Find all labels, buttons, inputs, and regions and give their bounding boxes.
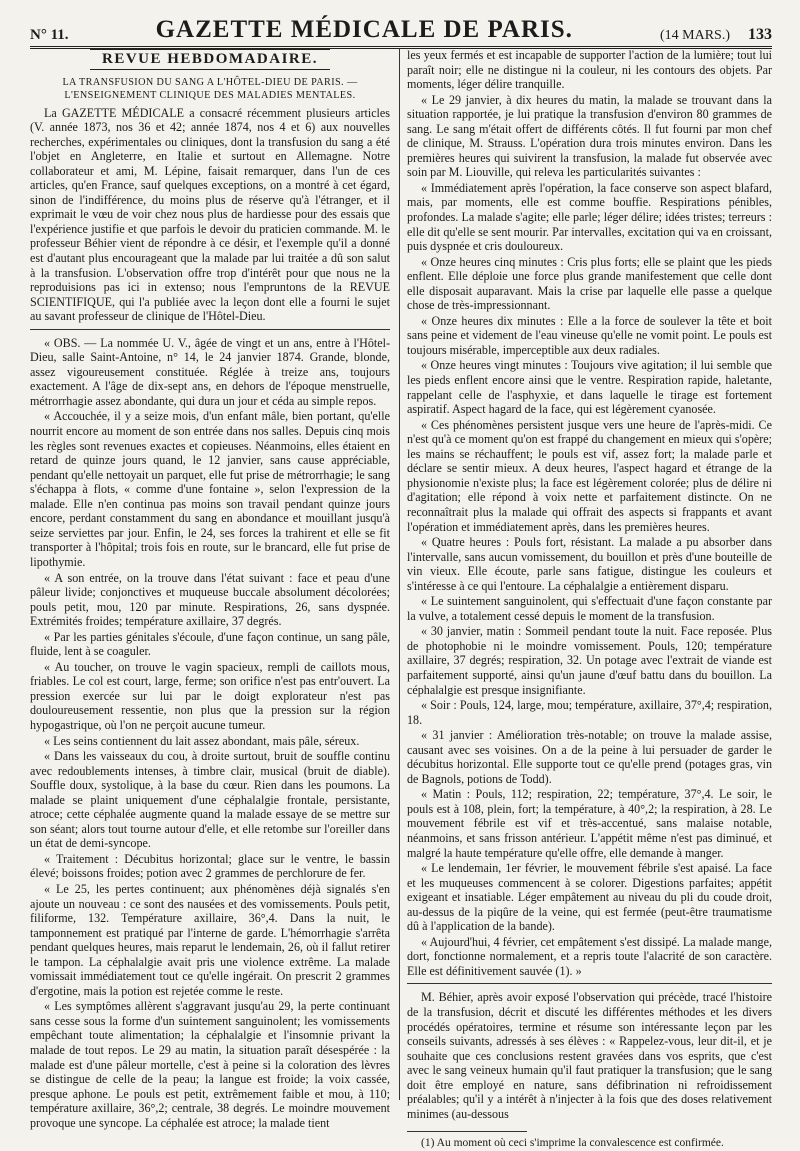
paragraph: « Les seins contiennent du lait assez abondant, mais pâle, séreux. [44, 733, 360, 748]
left-column [30, 48, 390, 1130]
paragraph: « Aujourd'hui, 4 février, cet empâtement s'est dissipé. La malade mange, dort, fonctionne normalement, et a repris toute l'alacrité de son caractère. Elle est définitivement sauvée (1). » [407, 934, 772, 978]
closing-paragraph: M. Béhier, après avoir exposé l'observation qui précède, tracé l'histoire de la transfusion, décrit et discuté les différentes méthodes et les divers procédés opératoires, termine et résume son intéressante leçon par les conseils suivants, adressés à ses élèves : « Rappelez-vous, leur dit-il, et je souhaite que ces conclusions restent gravées dans vos esprits, que c'est avec le sang veineux humain qu'il faut pratiquer la transfusion; que le sang doit être employé en nature, sans défibrination ni refroidissement préalables; qu'il y a intérêt à n'injecter à la fois que des doses relativement minimes (au-dessous [407, 990, 772, 1121]
section-title: REVUE HEBDOMADAIRE. [90, 48, 330, 70]
paragraph: « Immédiatement après l'opération, la face conserve son aspect blafard, mais, par moments, elle est comme bouffie. Respirations pénibles, profondes. La malade s'agite; elle parle; léger délire; idées tristes; terreurs : elle dit qu'elle se sent mourir. Par intervalles, excitation qui va en croissant, puis dyspnée et cris douloureux. [407, 180, 772, 254]
column-divider [399, 48, 400, 1100]
footnote: (1) Au moment où ceci s'imprime la convalescence est confirmée. [421, 1137, 724, 1150]
paragraph: « Onze heures cinq minutes : Cris plus forts; elle se plaint que les pieds enflent. Elle déploie une force plus grande manifestement que celle dont elle disposait auparavant. Mais la crise par laquelle elle passe a quelque chose de très-impressionnant. [407, 254, 772, 313]
page-number: 133 [748, 26, 772, 43]
paragraph: « Ces phénomènes persistent jusque vers une heure de l'après-midi. Ce n'est qu'à ce moment qu'on est frappé du changement en mieux qui s'opère; les mains se réchauffent; le pouls est vif, assez fort; la malade parle et déclare se sentir mieux. A deux heures, l'aspect hagard et étrange de la physionomie n'existe plus; la face est légèrement colorée; plus de délire ni d'agitation; elle répond à voix nette et parfaitement distincte. On ne reconnaîtrait plus la malade qui offrait des aspects si frappants et avant l'opération et immédiatement après, dans les premières heures. [407, 417, 772, 534]
paragraph: les yeux fermés et est incapable de supporter l'action de la lumière; tout lui paraît noir; elle ne distingue ni la couleur, ni les contours des objets. Par moments, léger délire tranquille. [407, 48, 772, 92]
separator-rule [30, 329, 390, 330]
paragraph: « Au toucher, on trouve le vagin spacieux, rempli de caillots mous, friables. Le col est court, large, ferme; son orifice n'est pas entr'ouvert. La pression exercée sur lui par le doigt explorateur n'est pas douloureusement ressentie, non plus que la pression sur la région hypogastrique, où l'on ne perçoit aucune tumeur. [30, 659, 390, 732]
paragraph: « Matin : Pouls, 112; respiration, 22; température, 37°,4. Le soir, le pouls est à 108, plein, fort; la température, à 40°,2; la respiration, à 28. Le mouvement fébrile est vif et très-accentué, sans malaise notable, néanmoins, et sans frisson antérieur. L'appétit même n'est pas diminué, et malgré la haute température qu'elle offre, elle demande à manger. [407, 787, 772, 860]
paragraph: « Accouchée, il y a seize mois, d'un enfant mâle, bien portant, qu'elle nourrit encore au moment de son entrée dans nos salles. Depuis cinq mois les règles sont revenues exactes et copieuses. Néanmoins, elles étaient en retard de quinze jours quand, le 12 janvier, sans cause appréciable, pendant qu'elle nettoyait un parquet, elle fut prise de métrorrhagie; le sang s'échappa à flots, « comme d'une fontaine », selon l'expression de la malade. Elle n'en continua pas moins son travail pendant quinze jours encore, perdant constamment du sang en abondance et mouillant jusqu'à seize serviettes par jour. Enfin, le 24, ses forces la trahirent et elle se fit transporter à l'hôpital; trois fois en route, sur le brancard, elle fut prise de lipothymie. [30, 409, 390, 569]
issue-number: N° 11. [30, 27, 69, 43]
paragraph: « Le lendemain, 1er février, le mouvement fébrile s'est apaisé. La face et les muqueuses commencent à se colorer. Digestions parfaites; appétit exigeant et insatiable. Léger empâtement au niveau du pli du coude droit, au-dessus de la piqûre de la veine, qui est fermée (peut-être traumatisme dû à l'application de la bande). [407, 861, 772, 934]
paragraph: « Quatre heures : Pouls fort, résistant. La malade a pu absorber dans l'intervalle, sans aucun vomissement, du bouillon et près d'une bouteille de vin vieux. Elle écoute, parle sans fatigue, distingue les couleurs et s'intéresse à ce qui l'entoure. La céphalalgie a entièrement disparu. [407, 535, 772, 593]
paragraph: « Dans les vaisseaux du cou, à droite surtout, bruit de souffle continu avec redoublements intenses, à timbre clair, musical (bruit de diable). Souffle doux, systolique, à la base du cœur. Rien dans les poumons. La malade se plaint uniquement d'une céphalalgie frontale, persistante, atroce; cette céphalée augmente quand la malade essaye de se mettre sur son séant; alors tout tourne autour d'elle, et elle retombe sur l'oreiller dans un état de demi-syncope. [30, 749, 390, 851]
paragraph: La GAZETTE MÉDICALE a consacré récemment plusieurs articles (V. année 1873, nos 36 et 42; année 1874, nos 4 et 6) aux nouvelles recherches, expérimentales ou cliniques, dont la transfusion du sang a été l'objet en Angleterre, en Italie et surtout en Allemagne. Notre collaborateur et ami, M. Lépine, faisait remarquer, dans l'un de ces articles, qu'en France, sauf quelques exceptions, on a montré à cet égard, sinon de l'indifférence, du moins plus de réserve qu'à l'étranger, et il exprimait le vœu de voir chez nous plus de hardiesse pour des essais que l'expérience justifie et que parfois le devoir du praticien commande. M. le professeur Béhier vient de répondre à ce désir, et l'exemple qu'il a donné est d'autant plus encourageant que la malade par lui traitée a dû son salut à la transfusion. L'observation offre trop d'intérêt pour que nous ne la reproduisions pas ici in extenso; nous l'empruntons de la REVUE SCIENTIFIQUE, qui l'a publiée avec la leçon dont elle a fourni le sujet au savant professeur de clinique de l'Hôtel-Dieu. [30, 105, 390, 324]
paragraph: « Les symptômes allèrent s'aggravant jusqu'au 29, la perte continuant sans cesse sous la forme d'un suintement sanguinolent; les vomissements empêchant toute alimentation; la céphalalgie et l'insomnie privant la malade de tout repos. Le 29 au matin, la situation paraît désespérée : la malade est d'une pâleur mortelle, c'est à peine si la coloration des lèvres se distingue de celle de la peau; la langue est froide; la voix cassée, presque aphone. Le pouls est petit, extrêmement faible et mou, à 110; température axillaire, 36°,2; centrale, 38 degrés. Le moindre mouvement provoque une syncope. La céphalée est atroce; la malade tient [30, 999, 390, 1130]
paragraph: « 30 janvier, matin : Sommeil pendant toute la nuit. Face reposée. Plus de photophobie ni le moindre vomissement. Pouls, 120; température axillaire, 37 degrés; respiration, 32. Un potage avec l'extrait de viande est parfaitement supporté, ainsi qu'un jaune d'œuf battu dans du bouillon. La céphalalgie est presque insignifiante. [407, 624, 772, 697]
paragraph: « 31 janvier : Amélioration très-notable; on trouve la malade assise, causant avec ses voisines. On a de la peine à lui persuader de garder le décubitus horizontal. Elle supporte tout ce qu'elle prend (potages gras, vin de Bagnols, potions de Todd). [407, 728, 772, 786]
page-header [30, 14, 772, 49]
separator-rule [407, 983, 772, 984]
article-subhead: LA TRANSFUSION DU SANG A L'HÔTEL-DIEU DE PARIS. — L'ENSEIGNEMENT CLINIQUE DES MALADIES MENTALES. [62, 76, 358, 101]
header-right [660, 26, 772, 44]
paragraph: « Le 29 janvier, à dix heures du matin, la malade se trouvant dans la situation rapportée, je lui pratique la transfusion d'environ 80 grammes de sang. Le sang m'était offert de différents côtés. Il fut fourni par mon chef de clinique, M. Strauss. L'opération dura trois minutes environ. Dans les premières heures qui suivirent la transfusion, la malade fut observée avec soin par M. Liouville, qui releva les particularités suivantes : [407, 92, 772, 180]
paragraph: « Par les parties génitales s'écoule, d'une façon continue, un sang pâle, fluide, lent à se coaguler. [30, 629, 390, 659]
journal-title: GAZETTE MÉDICALE DE PARIS. [155, 16, 573, 43]
paragraph: « A son entrée, on la trouve dans l'état suivant : face et peau d'une pâleur livide; conjonctives et muqueuse buccale absolument décolorées; pouls petit, mou, 120 par minute. Respirations, 26, sans dyspnée. Extrémités froides; température axillaire, 37 degrés. [30, 570, 390, 629]
paragraph: « Onze heures dix minutes : Elle a la force de soulever la tête et boit sans peine et videment de l'eau vineuse qu'elle ne vomit point. Le pouls est toujours misérable, imperceptible aux deux radiales. [407, 313, 772, 357]
paragraph: « Le suintement sanguinolent, qui s'effectuait d'une façon constante par la vulve, a totalement cessé depuis le moment de la transfusion. [407, 594, 772, 623]
paragraph: « OBS. — La nommée U. V., âgée de vingt et un ans, entre à l'Hôtel-Dieu, salle Saint-Antoine, n° 14, le 24 janvier 1874. Grande, blonde, assez vigoureusement constituée. Réglée à treize ans, toujours exactement. A l'âge de dix-sept ans, en dehors de l'époque menstruelle, métrorrhagie assez abondante, qui dura un jour et céda au simple repos. [30, 335, 390, 408]
paragraph: « Le 25, les pertes continuent; aux phénomènes déjà signalés s'en ajoute un nouveau : ce sont des nausées et des vomissements. Pouls petit, filiforme, 132. Température axillaire, 36°,4. Dans la nuit, le tamponnement est pratiqué par l'interne de garde. L'hémorrhagie s'arrêta pendant quelques heures, mais reparut le lendemain, 26, où il fallut retirer le tampon. La céphalalgie avait pris une violence extrême. La malade vomissait immédiatement tout ce qu'elle ingérait. On prescrit 2 grammes d'ergotine, mais la potion est rejetée comme le reste. [30, 881, 390, 998]
footnote-rule [407, 1131, 527, 1132]
paragraph: « Traitement : Décubitus horizontal; glace sur le ventre, le bassin élevé; boissons froides; potion avec 2 grammes de perchlorure de fer. [30, 851, 390, 881]
paragraph: « Soir : Pouls, 124, large, mou; température, axillaire, 37°,4; respiration, 18. [407, 698, 772, 727]
issue-date: (14 MARS.) [659, 28, 730, 43]
right-column [407, 48, 772, 1150]
paragraph: « Onze heures vingt minutes : Toujours vive agitation; il lui semble que les pieds enflent encore ainsi que le ventre. Respiration rapide, haletante, rappelant celle de l'asphyxie, et dans laquelle le tirage est fortement aspiratif. Aspect hagard de la face, qui est légèrement cyanosée. [407, 358, 772, 417]
